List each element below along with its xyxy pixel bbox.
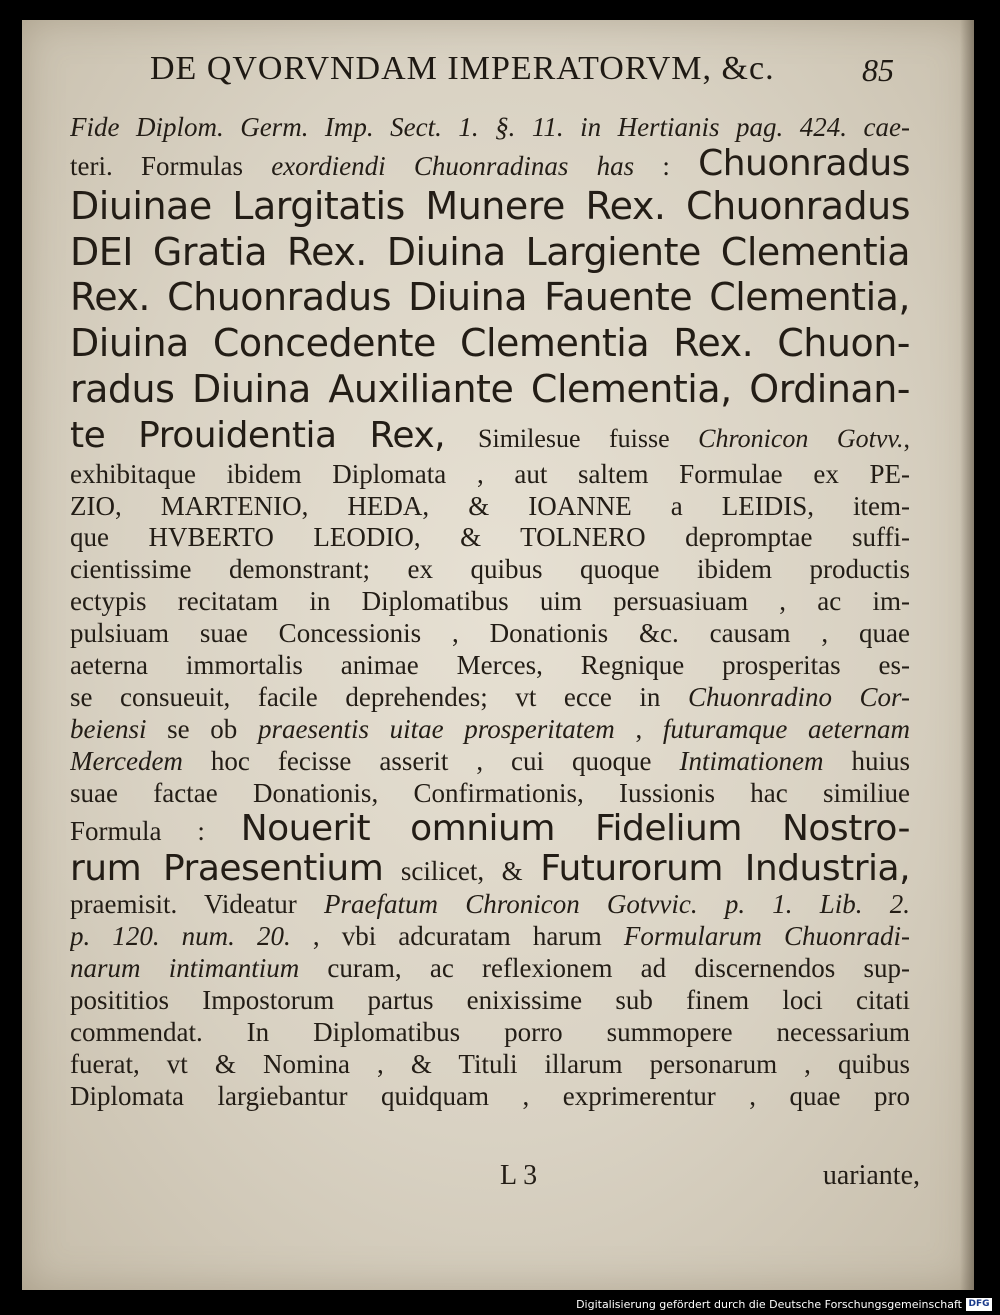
text-line [70, 953, 910, 985]
text-line [70, 586, 910, 618]
text-segment: Diuina Concedente Clementia Rex. Chuon- [70, 321, 910, 366]
text-segment: , [614, 713, 663, 744]
text-line [70, 682, 910, 714]
text-segment: Diplomata largiebantur quidquam , exprimerentur , quae pro [70, 1080, 910, 1111]
text-line [70, 230, 910, 276]
text-segment: Praefatum Chronicon Gotvvic. p. 1. Lib. 2. [324, 889, 910, 920]
text-segment: , vbi adcuratam harum [290, 921, 624, 952]
digitization-credit: Digitalisierung gefördert durch die Deutsche Forschungsgemeinschaft [576, 1298, 962, 1311]
text-line [70, 849, 910, 889]
text-line [70, 184, 910, 230]
text-line [70, 778, 910, 810]
running-head: DE QVORVNDAM IMPERATORVM, &c. [150, 50, 775, 87]
signature-mark: L 3 [500, 1160, 538, 1191]
text-segment: que HVBERTO LEODIO, & TOLNERO depromptae suffi- [70, 522, 910, 553]
text-segment: commendat. In Diplomatibus porro summopere necessarium [70, 1017, 910, 1048]
text-line [70, 275, 910, 321]
text-segment: praesentis uitae prosperitatem [257, 713, 615, 744]
text-segment: hoc fecisse asserit , cui quoque [182, 745, 680, 776]
text-line [70, 1081, 910, 1113]
text-segment: scilicet, & [383, 856, 541, 887]
text-segment: suae factae Donationis, Confirmationis, Iussionis hac similiue [70, 777, 910, 808]
text-segment: posititios Impostorum partus enixissime sub finem loci citati [70, 985, 910, 1016]
text-segment: se consueuit, facile deprehendes; vt ecce in [70, 681, 688, 712]
text-segment: narum intimantium [70, 953, 300, 984]
text-segment: futuramque aeternam [662, 713, 910, 744]
page-edge-shadow [960, 20, 974, 1290]
text-segment: radus Diuina Auxiliante Clementia, Ordinan- [70, 367, 910, 412]
text-segment: Similesue fuisse [478, 423, 699, 453]
text-line [70, 889, 910, 921]
text-segment: Futurorum Industria, [540, 849, 910, 890]
text-line [70, 1017, 910, 1049]
text-line [70, 321, 910, 367]
text-segment: exordiendi Chuonradinas has [271, 150, 635, 181]
text-segment: ectypis recitatam in Diplomatibus uim persuasiuam , ac im- [70, 586, 910, 617]
text-segment: DEI Gratia Rex. Diuina Largiente Clementia [70, 229, 910, 274]
text-segment: te Prouidentia Rex, [70, 414, 479, 456]
page-foot [70, 1160, 920, 1196]
text-segment: Intimationem [679, 745, 824, 776]
text-line [70, 809, 910, 849]
text-segment: Nouerit omnium Fidelium Nostro- [240, 809, 910, 850]
text-line [70, 554, 910, 586]
text-line [70, 491, 910, 523]
text-segment: Formularum Chuonradi- [623, 921, 910, 952]
text-segment: exhibitaque ibidem Diplomata , aut saltem Formulae ex PE- [70, 458, 910, 489]
text-line [70, 985, 910, 1017]
catchword: uariante, [822, 1160, 920, 1191]
dfg-logo: DFG [966, 1298, 992, 1311]
text-segment: ZIO, MARTENIO, HEDA, & IOANNE a LEIDIS, item- [70, 490, 910, 521]
text-line [70, 714, 910, 746]
text-segment: rum Praesentium [70, 849, 384, 890]
text-segment: : [634, 150, 699, 181]
text-line [70, 1049, 910, 1081]
page-number: 85 [862, 52, 894, 88]
text-line [70, 522, 910, 554]
text-line [70, 413, 910, 459]
text-segment: fuerat, vt & Nomina , & Tituli illarum personarum , quibus [70, 1048, 910, 1079]
text-segment: Formula : [70, 816, 241, 847]
text-line [70, 112, 910, 144]
text-segment: teri. Formulas [70, 150, 272, 181]
text-segment: Diuinae Largitatis Munere Rex. Chuonradus [70, 183, 910, 228]
text-segment: beiensi [70, 713, 147, 744]
text-segment: curam, ac reflexionem ad discernendos sup- [299, 953, 910, 984]
text-segment: Chronicon Gotvv. [698, 423, 904, 453]
text-segment: Rex. Chuonradus Diuina Fauente Clementia, [70, 275, 910, 320]
text-line [70, 650, 910, 682]
text-line [70, 618, 910, 650]
text-segment: praemisit. Videatur [70, 889, 324, 920]
text-segment: , [903, 423, 910, 453]
text-line [70, 367, 910, 413]
text-line [70, 746, 910, 778]
text-line [70, 921, 910, 953]
text-segment: Fide Diplom. Germ. Imp. Sect. 1. §. 11. in Hertianis pag. 424. cae- [70, 112, 910, 142]
text-segment: p. 120. num. 20. [70, 921, 291, 952]
text-segment: Mercedem [70, 745, 183, 776]
text-segment: cientissime demonstrant; ex quibus quoque ibidem productis [70, 554, 910, 585]
text-segment: huius [823, 745, 910, 776]
body-text [70, 112, 910, 1113]
text-line [70, 459, 910, 491]
text-segment: aeterna immortalis animae Merces, Regnique prosperitas es- [70, 650, 910, 681]
text-line [70, 144, 910, 184]
text-segment: Chuonradino Cor- [687, 681, 910, 712]
text-segment: Chuonradus [698, 143, 910, 184]
text-segment: se ob [146, 713, 258, 744]
text-segment: pulsiuam suae Concessionis , Donationis &c. causam , quae [70, 618, 910, 649]
